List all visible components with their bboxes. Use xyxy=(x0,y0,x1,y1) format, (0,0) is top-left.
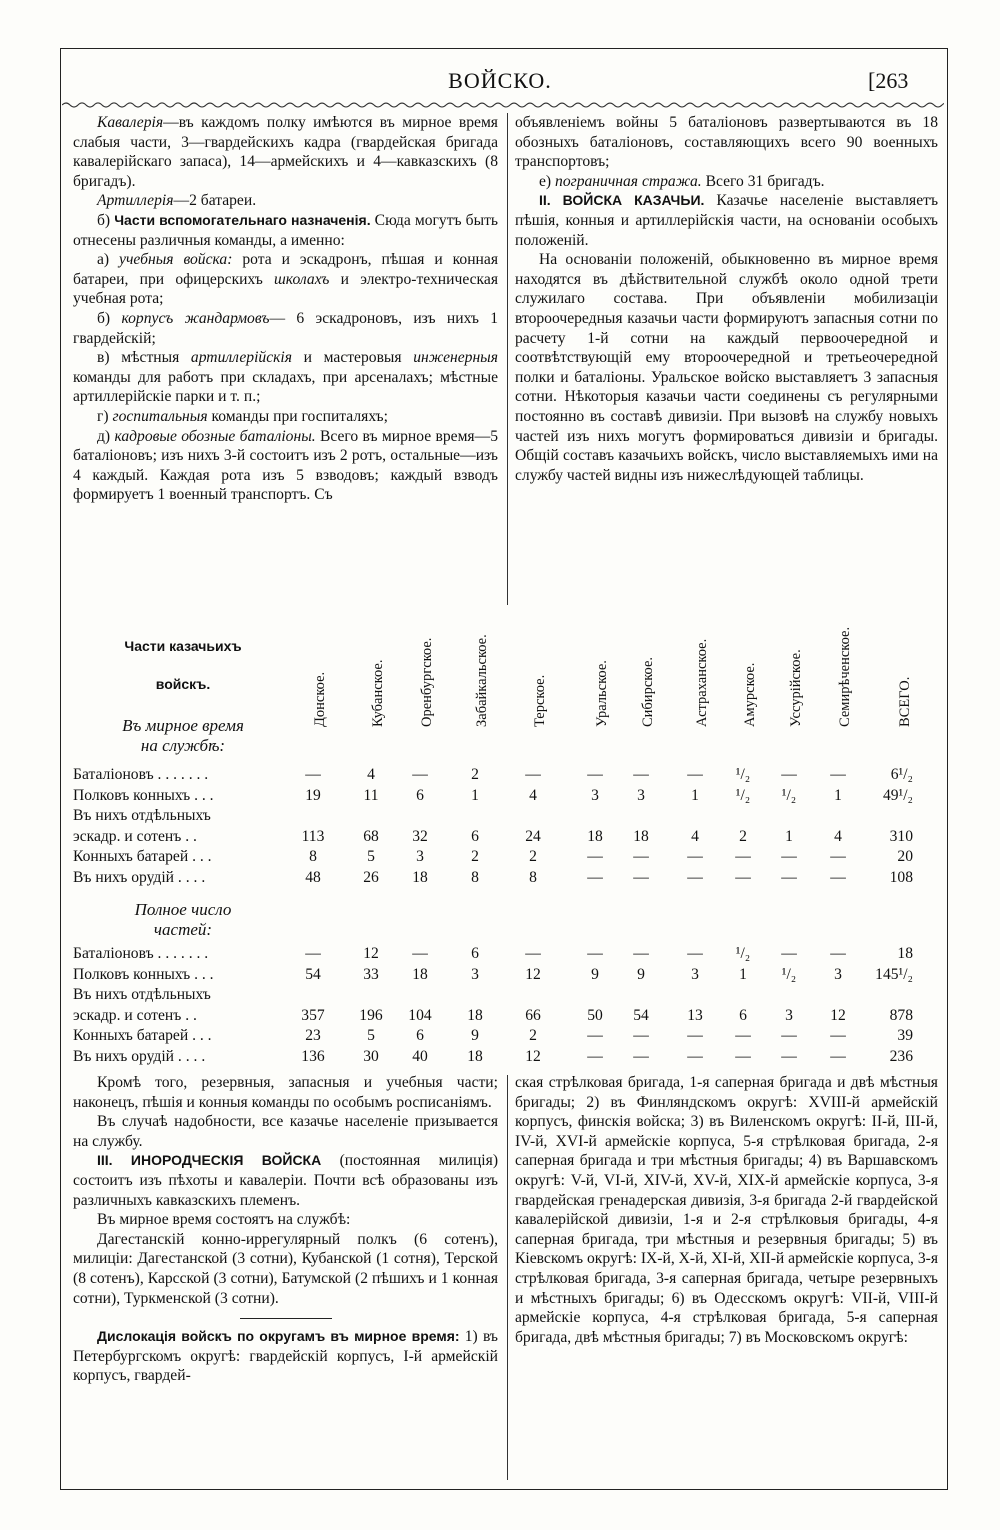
table-cell: — xyxy=(781,1027,797,1044)
row-label: Баталіоновъ . . . . . . . xyxy=(73,766,209,783)
text: Всего въ мирное время—5 баталіоновъ; изъ нихъ 3-й состоитъ изъ 2 ротъ, остальные—изъ 4 каждый. Каждая рота изъ 5 взводовъ; каждый взводъ формируетъ 1 военный транспортъ. Съ xyxy=(73,427,498,504)
table-cell: 6 xyxy=(739,1006,747,1024)
table-cell: — xyxy=(687,766,703,783)
text: Всего 31 бригадъ. xyxy=(701,172,825,190)
text: —въ каждомъ полку имѣются въ мирное время слабыя части, 3—гвардейскихъ кадра (гвардейская бригада кавалерійскаго запаса), 14—армейскихъ и 4—кавказскихъ (8 бригадъ). xyxy=(73,114,498,190)
left-column-bottom xyxy=(73,1073,498,1386)
table-cell: ¹/₂ xyxy=(735,786,751,804)
row-label: Въ нихъ орудій . . . . xyxy=(73,1047,206,1065)
text: е) xyxy=(539,172,556,190)
column-header xyxy=(878,622,918,742)
table-cell: 3 xyxy=(591,786,599,804)
column-header xyxy=(400,622,440,742)
text: команды для работъ при складахъ, при арсеналахъ; мѣстные артиллерійскіе парки и т. п.; xyxy=(73,368,498,406)
text: команды при госпиталяхъ; xyxy=(207,407,388,425)
table-cell: 66 xyxy=(525,1006,541,1024)
row-label: эскадр. и сотенъ . . xyxy=(73,1006,197,1024)
table-cell: 4 xyxy=(834,827,842,845)
total-cell: 108 xyxy=(889,868,913,886)
running-title: ВОЙСКО. xyxy=(448,68,552,93)
column-divider-bottom xyxy=(507,1075,508,1480)
table-cell: — xyxy=(305,766,321,783)
text: а) xyxy=(97,251,120,269)
text: и мастеровыя xyxy=(292,349,414,367)
term: корпусъ жандармовъ xyxy=(121,309,270,327)
paragraph-cavalry xyxy=(73,113,498,191)
table-cell: ¹/₂ xyxy=(735,766,751,783)
table-cell: — xyxy=(735,868,751,886)
table-cell: — xyxy=(687,945,703,962)
column-header xyxy=(723,622,763,742)
left-column-top xyxy=(73,113,498,505)
table-cell: 196 xyxy=(359,1006,383,1024)
column-header-label: Семирѣченское. xyxy=(837,626,853,727)
table-cell: 6 xyxy=(471,945,479,962)
table-cell: — xyxy=(687,848,703,865)
table-cell: — xyxy=(633,848,649,865)
term: школахъ xyxy=(274,270,330,288)
column-header xyxy=(351,622,391,742)
table-cell: 104 xyxy=(408,1006,432,1024)
table-cell: 2 xyxy=(471,848,479,865)
table-cell: 1 xyxy=(785,827,793,845)
row-label: Конныхъ батарей . . . xyxy=(73,848,212,865)
table-cell: 9 xyxy=(637,965,645,983)
table-cell: — xyxy=(830,848,846,865)
column-header-label: Оренбургское. xyxy=(419,637,435,727)
table-cell: 1 xyxy=(834,786,842,804)
table-cell: — xyxy=(687,1047,703,1065)
table-cell: 24 xyxy=(525,827,541,845)
text: Сюда могутъ быть отнесены различныя команды, а именно: xyxy=(73,211,498,249)
table-cell: 18 xyxy=(587,827,603,845)
table-cell: 2 xyxy=(471,766,479,783)
table-cell: 32 xyxy=(412,827,428,845)
column-header xyxy=(675,622,715,742)
table-cell: 5 xyxy=(367,1027,375,1044)
paragraph-artillery xyxy=(73,191,498,211)
column-header xyxy=(293,622,333,742)
table-cell: — xyxy=(633,868,649,886)
row-label: Полковъ конныхъ . . . xyxy=(73,965,214,983)
paragraph-reserves: Кромѣ того, резервныя, запасныя и учебныя части; наконецъ, пѣшія и конныя команды по особымъ росписаніямъ. xyxy=(73,1074,498,1111)
term-cavalry: Кавалерія xyxy=(97,114,164,131)
table-cell: — xyxy=(830,1027,846,1044)
table-cell: 18 xyxy=(633,827,649,845)
table-cell: 8 xyxy=(309,848,317,865)
table-cell: 13 xyxy=(687,1006,703,1024)
table-cell: 136 xyxy=(301,1047,325,1065)
table-cell: 3 xyxy=(471,965,479,983)
column-header-label: ВСЕГО. xyxy=(897,676,913,727)
term: инженерныя xyxy=(413,349,498,367)
table-cell: — xyxy=(781,1047,797,1065)
paragraph-militia: Дагестанскій конно-иррегулярный полкъ (6 сотенъ), милиціи: Дагестанской (3 сотни), Кубанской (1 сотня), Терской (8 сотенъ), Карсской (3 сотни), Батумской (2 пѣшихъ и 1 конная сотни), Туркменской (3 сотни). xyxy=(73,1230,498,1307)
text: в) мѣстныя xyxy=(97,349,191,367)
term: учебныя войска: xyxy=(119,251,233,269)
column-header xyxy=(513,622,553,742)
paragraph-cossack-service: На основаніи положеній, обыкновенно въ мирное время находятся въ дѣйствительной службѣ около одной трети служилаго состава. При объявленіи мобилизаціи второочередныя казачьи части формируютъ запасныя сотни по расчету 1-й сотни на каждый первоочередной и соотвѣтствующій ему второочередной и третьеочередной полки и баталіоны. Уральское войско выставляетъ 3 запасныя сотни. Нѣкоторыя казачьи части соединены съ регулярными постоянно въ составѣ дивизіи. При вызовѣ на службу новыхъ частей изъ нихъ могутъ формироваться дивизіи и бригады. Общій составъ казачьихъ войскъ, число выставляемыхъ ими на службу частей видны изъ нижеслѣдующей таблицы. xyxy=(515,251,938,484)
text: 1) въ Петербургскомъ округѣ: гвардейскій корпусъ, I-й армейскій корпусъ, гвардей- xyxy=(73,1328,498,1385)
right-column-bottom xyxy=(515,1073,938,1347)
table-cell: — xyxy=(633,945,649,962)
table-cell: — xyxy=(830,945,846,962)
table-cell: 1 xyxy=(739,965,747,983)
table-cell: 12 xyxy=(363,945,379,962)
column-header-label: Уссурійское. xyxy=(788,649,804,727)
table-cell: — xyxy=(781,868,797,886)
paragraph-peacetime: Въ мирное время состоятъ на службѣ: xyxy=(97,1211,351,1229)
table-cell: 12 xyxy=(525,1047,541,1065)
column-header xyxy=(769,622,809,742)
section-title: на службѣ: xyxy=(140,736,226,755)
table-cell: — xyxy=(412,945,428,962)
heading-foreign-troops: III. ИНОРОДЧЕСКІЯ ВОЙСКА xyxy=(97,1152,322,1169)
table-cell: 1 xyxy=(471,786,479,804)
table-header-label: Части казачьихъ xyxy=(124,638,242,654)
right-column-top xyxy=(515,113,938,485)
table-cell: — xyxy=(633,1027,649,1044)
table-cell: 12 xyxy=(525,965,541,983)
column-header-label: Амурское. xyxy=(742,662,758,727)
table-cell: 5 xyxy=(367,848,375,865)
table-cell: 3 xyxy=(416,848,424,865)
column-header-label: Астраханское. xyxy=(694,638,710,727)
table-cell: 2 xyxy=(529,848,537,865)
column-header-label: Сибирское. xyxy=(640,656,656,727)
total-cell: 236 xyxy=(889,1047,913,1065)
table-row xyxy=(73,986,939,1006)
text: рота и эскадронъ, пѣшая и конная батареи, при офицерскихъ xyxy=(73,251,498,288)
column-header-label: Донское. xyxy=(312,671,328,727)
text: —2 батареи. xyxy=(173,192,257,210)
table-cell: — xyxy=(781,848,797,865)
table-cell: — xyxy=(587,1047,603,1065)
table-cell: — xyxy=(781,766,797,783)
table-cell: — xyxy=(305,945,321,962)
paragraph-continuation: объявленіемъ войны 5 баталіоновъ развертываются въ 18 обозныхъ баталіоновъ, составляющихъ всего 90 военныхъ транспортовъ; xyxy=(515,114,938,171)
table-cell: 3 xyxy=(691,965,699,983)
table-row xyxy=(73,869,939,889)
cossack-troops-table xyxy=(73,622,939,1072)
table-cell: — xyxy=(525,766,541,783)
table-cell: 50 xyxy=(587,1006,603,1024)
table-header-label: войскъ. xyxy=(155,676,211,692)
table-cell: 1 xyxy=(691,786,699,804)
paragraph-call-up: Въ случаѣ надобности, все казачье населеніе призывается на службу. xyxy=(73,1113,498,1150)
table-cell: 54 xyxy=(633,1006,649,1024)
wavy-rule xyxy=(62,100,944,110)
table-row xyxy=(73,1027,939,1047)
text: — 6 эскадроновъ, изъ нихъ 1 гвардейскій; xyxy=(73,309,498,347)
table-cell: — xyxy=(735,1027,751,1044)
table-cell: 18 xyxy=(412,965,428,983)
total-cell: 310 xyxy=(889,827,913,845)
total-cell: 18 xyxy=(897,945,913,962)
table-cell: 54 xyxy=(305,965,321,983)
section-rule xyxy=(240,1318,332,1319)
table-cell: 23 xyxy=(305,1027,321,1044)
table-cell: — xyxy=(633,1047,649,1065)
table-cell: 4 xyxy=(367,766,375,783)
text: и электро-техническая учебная рота; xyxy=(73,270,498,308)
table-cell: 48 xyxy=(305,868,321,886)
table-cell: 6 xyxy=(416,786,424,804)
table-cell: — xyxy=(633,766,649,783)
section-title: частей: xyxy=(153,920,213,939)
table-cell: — xyxy=(587,766,603,783)
table-cell: 357 xyxy=(301,1006,325,1024)
table-cell: — xyxy=(587,848,603,865)
table-cell: ¹/₂ xyxy=(781,965,797,983)
column-header xyxy=(575,622,615,742)
text: Казачье населеніе выставляетъ пѣшія, конныя и артиллерійскія части, на основаніи особыхъ положеній. xyxy=(515,192,939,249)
paragraph-training xyxy=(73,250,498,309)
table-cell: 12 xyxy=(830,1006,846,1024)
table-cell: — xyxy=(830,766,846,783)
table-cell: ¹/₂ xyxy=(735,945,751,962)
table-cell: 9 xyxy=(471,1027,479,1044)
total-cell: 39 xyxy=(897,1027,913,1044)
table-cell: 2 xyxy=(529,1027,537,1044)
row-label: Въ нихъ орудій . . . . xyxy=(73,868,206,886)
column-divider-top xyxy=(507,113,508,605)
table-cell: 18 xyxy=(467,1006,483,1024)
paragraph-border-guard xyxy=(515,172,938,192)
column-header-label: Уральское. xyxy=(594,660,610,727)
paragraph-dislocation xyxy=(73,1327,498,1386)
text: д) xyxy=(97,427,115,445)
column-header xyxy=(455,622,495,742)
table-cell: — xyxy=(735,1047,751,1065)
row-label: Баталіоновъ . . . . . . . xyxy=(73,945,209,962)
table-cell: — xyxy=(587,1027,603,1044)
paragraph-hospital xyxy=(73,407,498,427)
column-header-label: Забайкальское. xyxy=(474,634,490,727)
table-cell: 8 xyxy=(529,868,537,886)
paragraph-foreign-troops xyxy=(73,1151,498,1210)
total-cell: 145¹/₂ xyxy=(875,965,913,983)
page-number: [263 xyxy=(868,68,909,93)
table-cell: 30 xyxy=(363,1047,379,1065)
table-row xyxy=(73,945,939,965)
table-row xyxy=(73,828,939,848)
row-label: Въ нихъ отдѣльныхъ xyxy=(73,986,211,1003)
table-cell: ¹/₂ xyxy=(781,786,797,804)
table-row xyxy=(73,766,939,786)
table-cell: — xyxy=(687,1027,703,1044)
row-label: Конныхъ батарей . . . xyxy=(73,1027,212,1044)
table-cell: — xyxy=(587,945,603,962)
total-cell: 878 xyxy=(889,1006,913,1024)
paragraph-districts: ская стрѣлковая бригада, 1-я саперная бригада и двѣ мѣстныя бригады; 2) въ Финляндскомъ округѣ: XVIII-й армейскій корпусъ, финскія войска; 3) въ Виленскомъ округѣ: II-й, III-й, IV-й, XVI-й армейскіе корпуса, 5-я стрѣлковая бригада, 2-я саперная бригада и три мѣстныя бригады; 4) въ Варшавскомъ округѣ: V-й, VI-й, XIV-й, XV-й, XIX-й армейскіе корпуса, 3-я гвардейская гренадерская дивизія, 3-я бригада 2-й гвардейской кавалерійской дивизіи, 1-я и 2-я стрѣлковыя бригады, 4-я саперная бригада, три мѣстныя и резервныя бригады; 5) въ Кіевскомъ округѣ: IX-й, X-й, XI-й, XII-й армейскіе корпуса, 3-я стрѣлковая бригада, 3-я саперная бригада, четыре резервныхъ и мѣстныхъ бригады; 6) въ Одесскомъ округѣ: VII-й, VIII-й армейскіе корпуса, 4-я стрѣлковая бригада, 5-я саперная бригада, двѣ мѣстныя бригады; 7) въ Московскомъ округѣ: xyxy=(515,1074,938,1346)
total-cell: 49¹/₂ xyxy=(882,786,913,804)
table-cell: 3 xyxy=(785,1006,793,1024)
section-title: Полное число xyxy=(134,900,232,919)
paragraph-cossacks xyxy=(515,191,938,250)
table-cell: 8 xyxy=(471,868,479,886)
table-cell: 3 xyxy=(834,965,842,983)
table-cell: 3 xyxy=(637,786,645,804)
paragraph-gendarmes xyxy=(73,309,498,348)
table-cell: 19 xyxy=(305,786,321,804)
table-cell: 2 xyxy=(739,827,747,845)
table-cell: 4 xyxy=(691,827,699,845)
column-header xyxy=(818,622,858,742)
table-cell: — xyxy=(830,1047,846,1065)
table-cell: 11 xyxy=(363,786,379,804)
table-cell: — xyxy=(781,945,797,962)
row-label: Въ нихъ отдѣльныхъ xyxy=(73,807,211,824)
table-row xyxy=(73,807,939,827)
heading-dislocation: Дислокація войскъ по округамъ въ мирное время: xyxy=(97,1328,460,1345)
table-cell: 113 xyxy=(301,827,325,845)
section-title: Въ мирное время xyxy=(122,716,244,735)
term: кадровые обозные баталіоны. xyxy=(114,427,316,445)
table-cell: 9 xyxy=(591,965,599,983)
table-row xyxy=(73,848,939,868)
table-cell: — xyxy=(687,868,703,886)
heading-auxiliary: Части вспомогательнаго назначенія. xyxy=(114,211,371,228)
text: (постоянная милиція) состоитъ изъ пѣхоты и кавалеріи. Почти всѣ образованы изъ различныхъ кавказскихъ племенъ. xyxy=(73,1152,499,1209)
paragraph-auxiliary xyxy=(73,211,498,250)
column-header xyxy=(621,622,661,742)
table-cell: — xyxy=(525,945,541,962)
term: госпитальныя xyxy=(112,407,208,425)
term: артиллерійскія xyxy=(190,349,292,367)
table-cell: 4 xyxy=(529,786,537,804)
term-artillery: Артиллерія xyxy=(97,192,174,210)
total-cell: 6¹/₂ xyxy=(890,766,913,783)
table-cell: 33 xyxy=(363,965,379,983)
table-cell: 40 xyxy=(412,1047,428,1065)
heading-cossack-troops: II. ВОЙСКА КАЗАЧЬИ. xyxy=(539,192,705,209)
table-cell: 6 xyxy=(471,827,479,845)
column-header-label: Кубанское. xyxy=(370,659,386,727)
text: г) xyxy=(97,407,113,425)
table-row xyxy=(73,966,939,986)
text: б) xyxy=(97,309,122,327)
table-row xyxy=(73,787,939,807)
table-row xyxy=(73,1048,939,1068)
table-cell: 18 xyxy=(412,868,428,886)
row-label: Полковъ конныхъ . . . xyxy=(73,786,214,804)
table-cell: — xyxy=(830,868,846,886)
table-cell: — xyxy=(587,868,603,886)
table-cell: — xyxy=(735,848,751,865)
term: пограничная стража. xyxy=(555,172,702,190)
paragraph-transport xyxy=(73,427,498,505)
text: б) xyxy=(97,211,115,229)
table-row xyxy=(73,1007,939,1027)
table-cell: 18 xyxy=(467,1047,483,1065)
table-cell: 6 xyxy=(416,1027,424,1044)
column-header-label: Терское. xyxy=(532,674,548,727)
table-cell: — xyxy=(412,766,428,783)
total-cell: 20 xyxy=(897,848,913,865)
table-cell: 68 xyxy=(363,827,379,845)
paragraph-local xyxy=(73,348,498,407)
row-label: эскадр. и сотенъ . . xyxy=(73,827,197,845)
table-cell: 26 xyxy=(363,868,379,886)
